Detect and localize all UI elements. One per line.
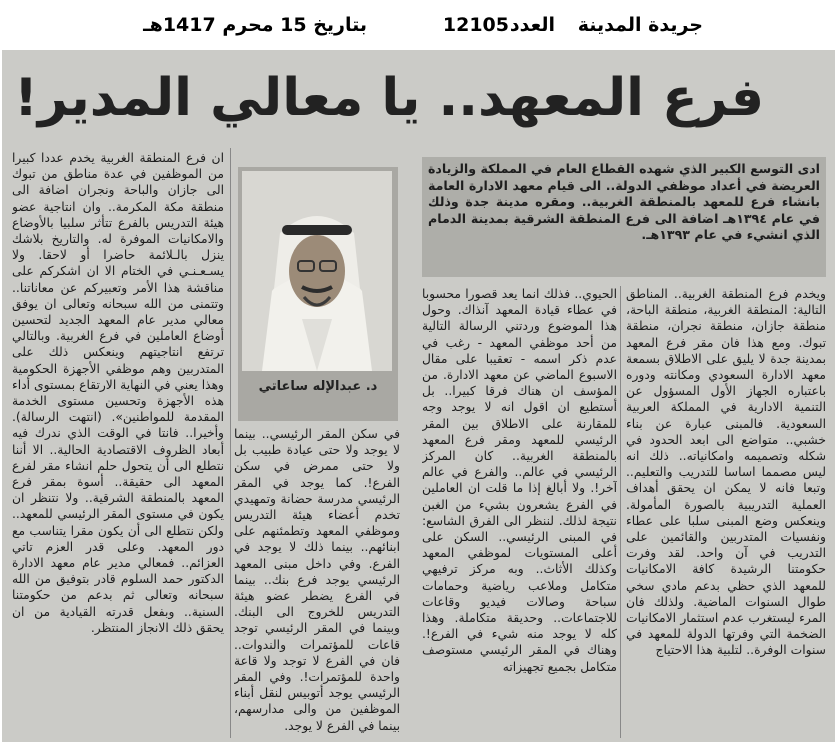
newspaper-name: جريدة المدينة	[577, 14, 703, 36]
article-intro-box	[422, 157, 826, 277]
masthead-bar	[0, 0, 837, 48]
article-column-4: ويخدم فرع المنطقة الغربية.. المناطق التالية: المنطقة الغربية، منطقة الباحة، منطقة جازان، منطقة نجران، منطقة تبوك. ومع هذا فان مقر فرع المعهد بمدينة جدة لا يليق على الاطلاق بسمعة معهد الادارة السعودي ومكانته ودوره باعتباره الجهاز الأول المسؤول عن التنمية الادارية في المملكة العربية السعودية. فالمبنى عبارة عن بناء خشبي.. متواضع الى ابعد الحدود في شكله وتصميمه وامكانياته.. ذلك انه ليس مصمما اساسا للتدريب والتعليم.. وتبعا فانه لا يمكن ان يحقق أهداف العملية التدريبية بالصورة المأمولة. وينعكس وضع المبنى سلبا على عطاء ونفسيات المتدربين والقائمين على التدريب في آن واحد. لقد وفرت حكومتنا الرشيدة كافة الامكانيات للمعهد الذي حظي بدعم مادي سخي طوال السنوات الماضية. ولذلك فان المرء ليستغرب عدم استثمار الامكانيات الضخمة التي وفرتها الدولة للمعهد في سنوات الوفرة.. لتلبية هذا الاحتياج	[626, 287, 826, 658]
newspaper-clipping	[2, 50, 835, 742]
column-divider	[230, 148, 231, 738]
issue-label: العدد	[509, 14, 555, 36]
issue-date: بتاريخ 15 محرم 1417هـ	[143, 14, 367, 36]
author-portrait-icon	[242, 171, 392, 371]
article-column-3: الحيوي.. فذلك انما يعد قصورا محسوبا في عطاء قيادة المعهد آنذاك. وحول هذا الموضوع وردتني الرسالة التالية من أحد موظفي المعهد - رغب في عدم ذكر اسمه - تعقيبا على مقال الاسبوع الماضي عن معهد الادارة. من المؤسف ان هناك فرقا كبيرا.. بل أستطيع ان اقول انه لا يوجد وجه للمقارنة على الاطلاق بين المقر الرئيسي للمعهد ومقر فرع المعهد بالمنطقة الغربية.. كان المركز الرئيسي في عالم.. والفرع في عالم آخر!. ولا أبالغ إذا ما قلت ان العاملين في الفرع يشعرون بشيء من الغبن نتيجة لذلك. لننظر الى الفرق الشاسع: في المبنى الرئيسي.. السكن على أعلى المستويات لموظفي المعهد وكذلك الأثاث.. وبه مركز ترفيهي متكامل وملاعب رياضية وحمامات سباحة وصالات فيديو وقاعات للاجتماعات.. وحديقة متكاملة. وهذا كله لا يوجد منه شيء في الفرع!. وهناك في المقر الرئيسي مستوصف متكامل بجميع تجهيزاته	[422, 287, 617, 674]
article-column-1: ان فرع المنطقة الغربية يخدم عددا كبيرا من الموظفين في عدة مناطق من تبوك الى جازان والباحة ونجران اضافة الى منطقة مكة المكرمة.. وان انتاجية عضو هيئة التدريس بالفرع تتأثر سلبيا بالأوضاع والامكانيات الموفرة له. والتاريخ بلاشك ينزل بالـلائمة حاضرا أو لاحقا. ولا يسـعـنـي في الختام الا ان اشكركم على مناقشة هذا الأمر وتعبيركم عن معاناتنا.. وتتمنى من الله سبحانه وتعالى ان يوفق معالي مدير عام المعهد الجديد لتحسين أوضاع العاملين في فرع الغربية. وبالتالي ترتفع انتاجيتهم وينعكس ذلك على المتدربين وهم موظفي الأجهزة الحكومية وهذا يعني في النهاية الارتقاع بمستوى أداء هذه الأجهزة وتحسين مستوى الخدمة المقدمة للمواطنين». (انتهت الرسالة). وأخيرا.. فانتا في الوقت الذي ندرك فيه أبعاد الظروف الاقتصادية الحالية.. الا أننا نتطلع الى أن يتحول حلم انشاء مقر لفرع المعهد الى حقيقة.. أسوة بمقر فرع المعهد بالمنطقة الشرقية.. ولا نتنظر ان يكون في مستوى المقر الرئيسي للمعهد.. ولكن نتطلع الى أن يكون مقرا يتناسب مع دور المعهد. وعلى قدر العزم تاتي العزائم.. فمعالي مدير عام معهد الادارة الدكتور حمد السلوم قادر بتوفيق من الله سبحانه وتعالى ثم بدعم من حكومتنا السنية.. وبفعل قدرته القيادية من ان يحقق ذلك الانجاز المنتظر.	[12, 151, 224, 635]
article-intro: ادى التوسع الكبير الذي شهده القطاع العام في المملكة والزيادة العريضة في أعداد موظفي الدولة.. الى قيام معهد الادارة العامة بانشاء فرع للمعهد بالمنطقة الغربية.. ومقره مدينة جدة وذلك في عام ١٣٩٤هـ اضافة الى فرع المنطقة الشرقية بمدينة الدمام الذي انشيء في عام ١٣٩٣هـ.	[428, 161, 820, 243]
author-photo	[242, 171, 392, 371]
issue-number: 12105	[442, 14, 509, 36]
photo-caption: د. عبدالإله ساعاتي	[258, 379, 378, 394]
column-divider	[620, 286, 621, 738]
article-column-2: في سكن المقر الرئيسي.. بينما لا يوجد ولا حتى عيادة طبيب بل ولا حتى ممرض في سكن الفرع!. كما يوجد في المقر الرئيسي مدرسة حضانة وتمهيدي تخدم أعضاء هيئة التدريس وموظفي المعهد وتطمئنهم على ابنائهم.. بينما ذلك لا يوجد في الفرع. وفي داخل مبنى المعهد الرئيسي يوجد فرع بنك.. بينما في الفرع يضطر عضو هيئة التدريس للخروج الى البنك. وبينما في المقر الرئيسي توجد قاعات للمؤتمرات والندوات.. فان في الفرع لا توجد ولا قاعة واحدة للمؤتمرات!. وفي المقر الرئيسي يوجد أتوبيس لنقل أبناء الموظفين من والى مدارسهم، بينما في الفرع لا يوجد.	[234, 427, 400, 733]
author-photo-box	[238, 167, 398, 421]
article-headline: فرع المعهد.. يا معالي المدير!	[14, 68, 764, 128]
